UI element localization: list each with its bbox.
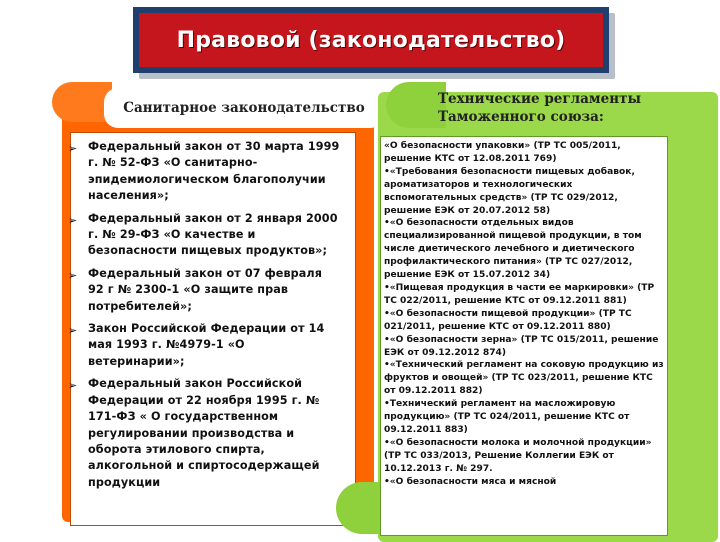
list-item: •«О безопасности пищевой продукции» (ТР ТС 021/2011, решение КТС от 09.12.2011 880) (384, 308, 632, 332)
title-banner (133, 7, 609, 73)
list-item: •«О безопасности мяса и мясной (384, 476, 557, 487)
list-item: ➢ Закон Российской Федерации от 14 мая 1993 г. №4979-1 «О ветеринарии»; (68, 322, 325, 368)
list-item: •Технический регламент на масложировую продукцию» (ТР ТС 024/2011, решение КТС от 09.12.2011 883) (384, 399, 630, 435)
page-title: Правовой (законодательство) (139, 13, 603, 67)
arrow-bullet-icon: ➢ (68, 213, 78, 227)
arrow-bullet-icon: ➢ (68, 379, 78, 393)
arrow-bullet-icon: ➢ (68, 142, 78, 155)
list-item: ➢ Федеральный закон Российской Федерации от 22 ноября 1995 г. № 171-ФЗ « О государственном регулировании производства и оборота этилового спирта, алкогольной и спиртосодержащей продукции (68, 377, 320, 489)
arrow-bullet-icon: ➢ (68, 268, 78, 282)
list-item: •«О безопасности зерна» (ТР ТС 015/2011, решение ЕЭК от 09.12.2012 874) (384, 334, 659, 358)
list-item: •«Требования безопасности пищевых добавок, ароматизаторов и технологических вспомогательных средств» (ТР ТС 029/2012, решение ЕЭК от 20.07.2012 58) (384, 166, 635, 216)
list-item: •«О безопасности молока и молочной продукции» (ТР ТС 033/2013, Решение Коллегии ЕЭК от 10.12.2013 г. № 297. (384, 437, 652, 474)
list-item: ➢ Федеральный закон от 07 февраля 92 г № 2300-1 «О защите прав потребителей»; (68, 266, 322, 313)
scroll-curl-top-left (52, 82, 112, 122)
list-item: ➢ Федеральный закон от 2 января 2000 г. № 29-ФЗ «О качестве и безопасности пищевых продуктов»; (68, 211, 338, 258)
sanitary-heading: Санитарное законодательство (104, 88, 384, 128)
tech-regulations-heading (432, 86, 717, 130)
sanitary-law-list (62, 139, 340, 497)
arrow-bullet-icon: ➢ (68, 324, 78, 338)
list-item: •«О безопасности отдельных видов специализированной пищевой продукции, в том числе диетического лечебного и диетического профилактического питания» (ТР ТС 027/2012, решение ЕЭК от 15.07.2012 34) (384, 218, 642, 281)
tech-heading-line2: Таможенного союза: (438, 109, 604, 125)
list-item: ➢ Федеральный закон от 30 марта 1999 г. № 52-ФЗ «О санитарно-эпидемиологическом благополучии населения»; (68, 140, 340, 203)
list-item: «О безопасности упаковки» (ТР ТС 005/2011, решение КТС от 12.08.2011 769) (384, 141, 621, 164)
title-frame (133, 7, 609, 73)
tech-regulations-list (384, 140, 666, 540)
tech-heading-line1: Технические регламенты (438, 91, 641, 107)
list-item: •«Пищевая продукция в части ее маркировки» (ТР ТС 022/2011, решение КТС от 09.12.2011 881) (384, 282, 655, 306)
list-item: •«Технический регламент на соковую продукцию из фруктов и овощей» (ТР ТС 023/2011, решение КТС от 09.12.2011 882) (384, 360, 664, 397)
